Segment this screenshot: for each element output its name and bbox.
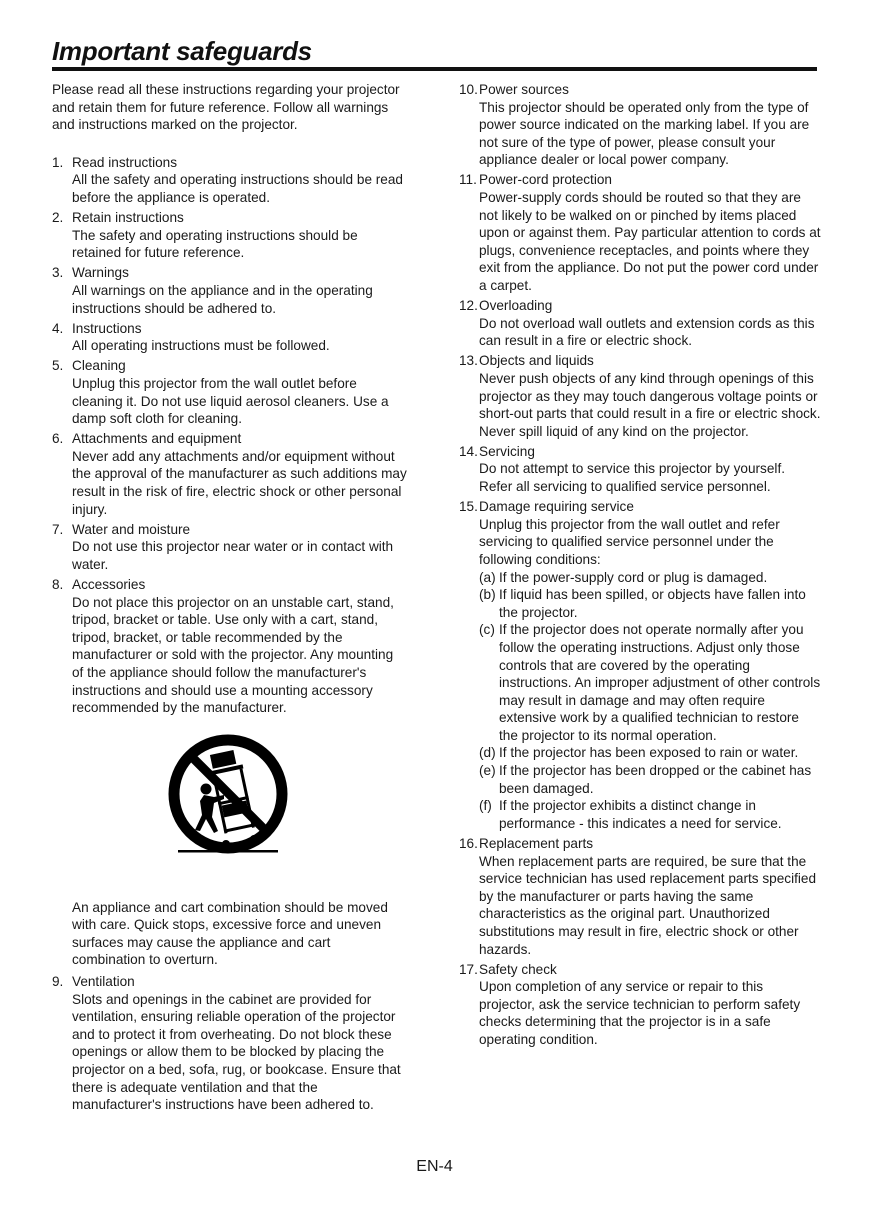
condition-item [479,586,821,621]
item-number: 5. [52,358,64,374]
item-heading: Cleaning [72,358,126,374]
item-body: When replacement parts are required, be sure that the service technician has used replacement parts specified by the manufacturer or parts having the same characteristics as the original part. Unauthorized substitutions may result in fire, electric shock or other hazards. [479,853,817,957]
item-heading: Power-cord protection [479,172,612,188]
item-number: 15. [459,499,478,515]
item-heading: Damage requiring service [479,499,634,515]
item-heading: Replacement parts [479,835,594,851]
page-number: EN-4 [416,1158,453,1175]
item-heading: Objects and liquids [479,353,594,369]
safeguard-item-13 [459,352,821,440]
item-number: 3. [52,265,64,281]
condition-text: If the projector does not operate normally after you follow the operating instructions. Adjust only those controls that are covered by the operating instructions. An improper adjustment of other controls may result in damage and may often require extensive work by a qualified technician to restore the projector to its normal operation. [499,622,821,743]
item-body: Do not place this projector on an unstable cart, stand, tripod, bracket or table. Use only with a cart, stand, tripod, bracket, or table recommended by the manufacturer or sold with the projector. Any mounting of the appliance should follow the manufacturer's instructions and should use a mounting accessory recommended by the manufacturer. [72,594,394,716]
safeguard-item-6 [52,430,407,518]
condition-label: (e) [479,763,496,779]
condition-text: If the projector exhibits a distinct change in performance - this indicates a need for service. [499,798,782,831]
condition-item [479,744,821,762]
item-heading: Power sources [479,82,569,97]
item-body: Slots and openings in the cabinet are provided for ventilation, ensuring reliable operation of the projector and to protect it from overheating. Do not block these openings or allow them to be blocked by placing the projector on a bed, sofa, rug, or bookcase. Ensure that there is adequate ventilation and that the manufacturer's instructions have been adhered to. [72,991,401,1113]
condition-list [479,569,821,833]
condition-label: (d) [479,745,496,761]
intro-paragraph: Please read all these instructions regarding your projector and retain them for future reference. Follow all warnings and instructions marked on the projector. [52,82,400,133]
item-number: 11. [459,172,477,188]
item-body: Never add any attachments and/or equipment without the approval of the manufacturer as such additions may result in the risk of fire, electric shock or other personal injury. [72,448,407,517]
item-number: 7. [52,521,64,537]
condition-text: If the projector has been dropped or the cabinet has been damaged. [499,763,812,796]
safeguard-item-10 [459,81,821,169]
safeguard-item-17 [459,961,821,1049]
item-number: 8. [52,576,64,592]
safeguard-item-12 [459,297,821,350]
safeguard-item-1 [52,154,407,207]
item-number: 14. [459,443,478,459]
cart-warning-text: An appliance and cart combination should be moved with care. Quick stops, excessive force and uneven surfaces may cause the appliance and cart combination to overturn. [72,899,388,968]
item-heading: Water and moisture [72,521,191,537]
cart-tip-over-warning-icon [164,731,292,861]
right-column [459,81,821,1051]
item-body: This projector should be operated only from the type of power source indicated on the marking label. If you are not sure of the type of power, please consult your appliance dealer or local power company. [479,99,810,168]
left-column [52,81,407,1116]
item-body: Never push objects of any kind through openings of this projector as they may touch dangerous voltage points or short-out parts that could result in a fire or electric shock. Never spill liquid of any kind on the projector. [479,371,821,439]
condition-label: (b) [479,587,496,603]
item-body: Do not overload wall outlets and extension cords as this can result in a fire or electric shock. [479,315,815,349]
safeguard-item-9 [52,973,407,1114]
condition-label: (a) [479,569,496,585]
page-title: Important safeguards [52,36,312,66]
condition-text: If the projector has been exposed to rain or water. [499,745,799,761]
item-body: All operating instructions must be followed. [72,338,330,354]
title-underline [52,67,817,71]
safeguard-item-15 [459,498,821,832]
item-number: 12. [459,298,478,314]
safeguard-item-3 [52,264,407,317]
item-heading: Instructions [72,320,142,336]
condition-label: (c) [479,622,495,638]
condition-text: If the power-supply cord or plug is damaged. [499,569,768,585]
item-number: 10. [459,82,478,97]
item-heading: Ventilation [72,974,135,990]
item-number: 4. [52,320,64,336]
safeguard-item-16 [459,835,821,958]
item-heading: Retain instructions [72,210,184,226]
item-number: 1. [52,154,64,170]
item-number: 16. [459,835,478,851]
condition-item [479,569,821,587]
safeguard-item-8 [52,576,407,717]
safeguard-item-2 [52,209,407,262]
item-body: Do not attempt to service this projector by yourself. Refer all servicing to qualified service personnel. [479,461,785,495]
item-body: The safety and operating instructions should be retained for future reference. [72,227,358,261]
item-heading: Attachments and equipment [72,431,242,447]
item-number: 13. [459,353,478,369]
safeguard-item-5 [52,357,407,427]
safeguard-item-4 [52,320,407,355]
item-number: 6. [52,431,64,447]
item-body: All warnings on the appliance and in the operating instructions should be adhered to. [72,282,373,316]
condition-item [479,762,821,797]
condition-label: (f) [479,798,492,814]
item-body: Do not use this projector near water or in contact with water. [72,539,394,572]
item-body: Power-supply cords should be routed so that they are not likely to be walked on or pinched by items placed upon or against them. Pay particular attention to cords at plugs, convenience receptacles, and points where they exit from the appliance. Do not put the power cord under a carpet. [479,190,821,294]
safeguard-item-11 [459,171,821,294]
item-number: 9. [52,974,64,990]
item-number: 2. [52,210,64,226]
item-heading: Overloading [479,298,553,314]
safeguard-item-7 [52,521,407,574]
item-heading: Accessories [72,576,146,592]
item-body: Unplug this projector from the wall outlet and refer servicing to qualified service personnel under the following conditions: [479,516,780,567]
item-heading: Warnings [72,265,129,281]
safeguard-item-14 [459,443,821,496]
item-body: Unplug this projector from the wall outlet before cleaning it. Do not use liquid aerosol cleaners. Use a damp soft cloth for cleaning. [72,375,389,427]
item-heading: Servicing [479,443,535,459]
condition-text: If liquid has been spilled, or objects have fallen into the projector. [499,587,806,620]
item-number: 17. [459,961,478,977]
item-body: All the safety and operating instructions should be read before the appliance is operated. [72,172,403,205]
item-heading: Safety check [479,961,557,977]
condition-item [479,797,821,832]
condition-item [479,621,821,744]
item-heading: Read instructions [72,154,178,170]
cart-warning-figure [52,731,407,893]
item-body: Upon completion of any service or repair to this projector, ask the service technician to perform safety checks determining that the projector is in a safe operating condition. [479,979,801,1047]
